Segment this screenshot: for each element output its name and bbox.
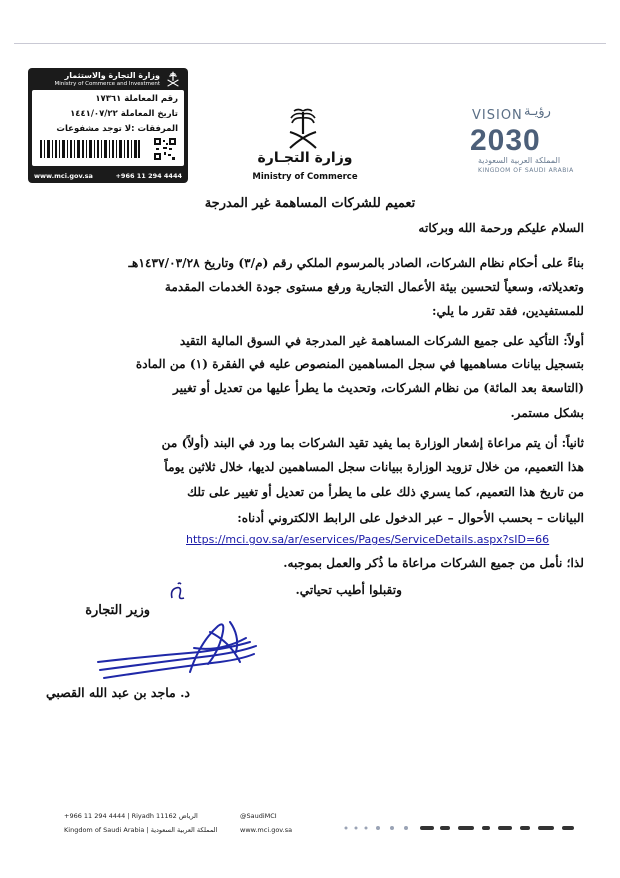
body-line: هذا التعميم، من خلال تزويد الوزارة ببيانات سجل المساهمين لديها، خلال ثلاثين يوماً bbox=[164, 460, 584, 474]
signature-icon bbox=[90, 612, 260, 692]
body-line: أولاً: التأكيد على جميع الشركات المساهمة غير المدرجة في السوق المالية التقيد bbox=[179, 334, 584, 348]
ministry-name-en: Ministry of Commerce bbox=[252, 172, 358, 182]
body-line: من تاريخ هذا التعميم، كما يسري ذلك على ما يطرأ من تعديل أو تغيير على تلك bbox=[187, 485, 584, 499]
transaction-date: تاريخ المعاملة ١٤٤١/٠٧/٢٢ bbox=[70, 109, 178, 119]
minister-name: د. ماجد بن عبد الله القصبي bbox=[45, 685, 190, 700]
body-line: ثانياً: أن يتم مراعاة إشعار الوزارة بما يفيد تقيد الشركات بما ورد في البند (أولاً) من bbox=[161, 436, 584, 450]
footer-dot-pattern-icon bbox=[340, 818, 580, 838]
vision-label-en: VISION bbox=[472, 108, 523, 123]
handwritten-initials-icon bbox=[166, 580, 190, 604]
body-line: بتسجيل بيانات مساهميها في سجل المساهمين المنصوص عليه في الفقرة (١) من المادة bbox=[135, 357, 584, 371]
attachments: المرفقات :لا توجد مشفوعات bbox=[56, 124, 178, 134]
body-line: (التاسعة بعد المائة) من نظام الشركات، وتحديث ما يطرأ عليها من تعديل أو تغيير bbox=[172, 381, 584, 395]
barcode-icon bbox=[40, 140, 140, 158]
vision-label-ar: رؤيـة bbox=[524, 104, 551, 119]
footer-website: www.mci.gov.sa bbox=[240, 826, 293, 834]
footer-social: @SaudiMCI bbox=[240, 812, 277, 820]
transaction-stamp bbox=[28, 68, 188, 183]
body-line: بشكل مستمر. bbox=[510, 406, 584, 420]
transaction-number: رقم المعاملة ١٧٣٦١ bbox=[95, 94, 178, 104]
stamp-details bbox=[32, 90, 184, 166]
body-line: البيانات – بحسب الأحوال – عبر الدخول على الرابط الالكتروني أدناه: bbox=[237, 511, 584, 525]
closing-request: لذا؛ نأمل من جميع الشركات مراعاة ما ذُكر والعمل بموجبه. bbox=[283, 556, 584, 570]
vision-year: 2030 bbox=[470, 124, 541, 157]
body-line: للمستفيدين، فقد تقرر ما يلي: bbox=[431, 304, 584, 318]
service-link[interactable]: https://mci.gov.sa/ar/eservices/Pages/ServiceDetails.aspx?sID=66 bbox=[186, 533, 550, 546]
stamp-ministry-en: Ministry of Commerce and Investment bbox=[54, 81, 160, 87]
top-divider bbox=[14, 43, 606, 44]
ministry-name-ar: وزارة التجـارة bbox=[257, 150, 353, 166]
stamp-ministry-ar: وزارة التجارة والاستثمار bbox=[64, 71, 160, 80]
saudi-emblem-icon bbox=[164, 70, 182, 88]
greeting: السلام عليكم ورحمة الله وبركاته bbox=[418, 221, 584, 235]
vision-kingdom-ar: المملكة العربية السعودية bbox=[478, 156, 561, 165]
stamp-phone: +966 11 294 4444 bbox=[115, 172, 182, 180]
closing-regards: وتقبلوا أطيب تحياتي. bbox=[295, 583, 402, 597]
body-line: بناءً على أحكام نظام الشركات، الصادر بالمرسوم الملكي رقم (م/٣) وتاريخ ١٤٣٧/٠٣/٢٨هـ bbox=[128, 256, 584, 270]
footer-phone: +966 11 294 4444 | Riyadh 11162 الرياض bbox=[64, 812, 198, 820]
footer-kingdom: Kingdom of Saudi Arabia | المملكة العربية السعودية bbox=[64, 826, 218, 834]
stamp-website: www.mci.gov.sa bbox=[34, 172, 93, 180]
minister-title: وزير التجارة bbox=[85, 603, 150, 618]
letter-heading: تعميم للشركات المساهمة غير المدرجة bbox=[204, 196, 416, 211]
body-line: وتعديلاته، وسعياً لتحسين بيئة الأعمال التجارية ورفع مستوى جودة الخدمات المقدمة bbox=[164, 280, 584, 294]
qr-code-icon bbox=[154, 138, 176, 160]
palm-swords-emblem-icon bbox=[286, 108, 320, 150]
vision-kingdom-en: KINGDOM OF SAUDI ARABIA bbox=[478, 167, 574, 174]
